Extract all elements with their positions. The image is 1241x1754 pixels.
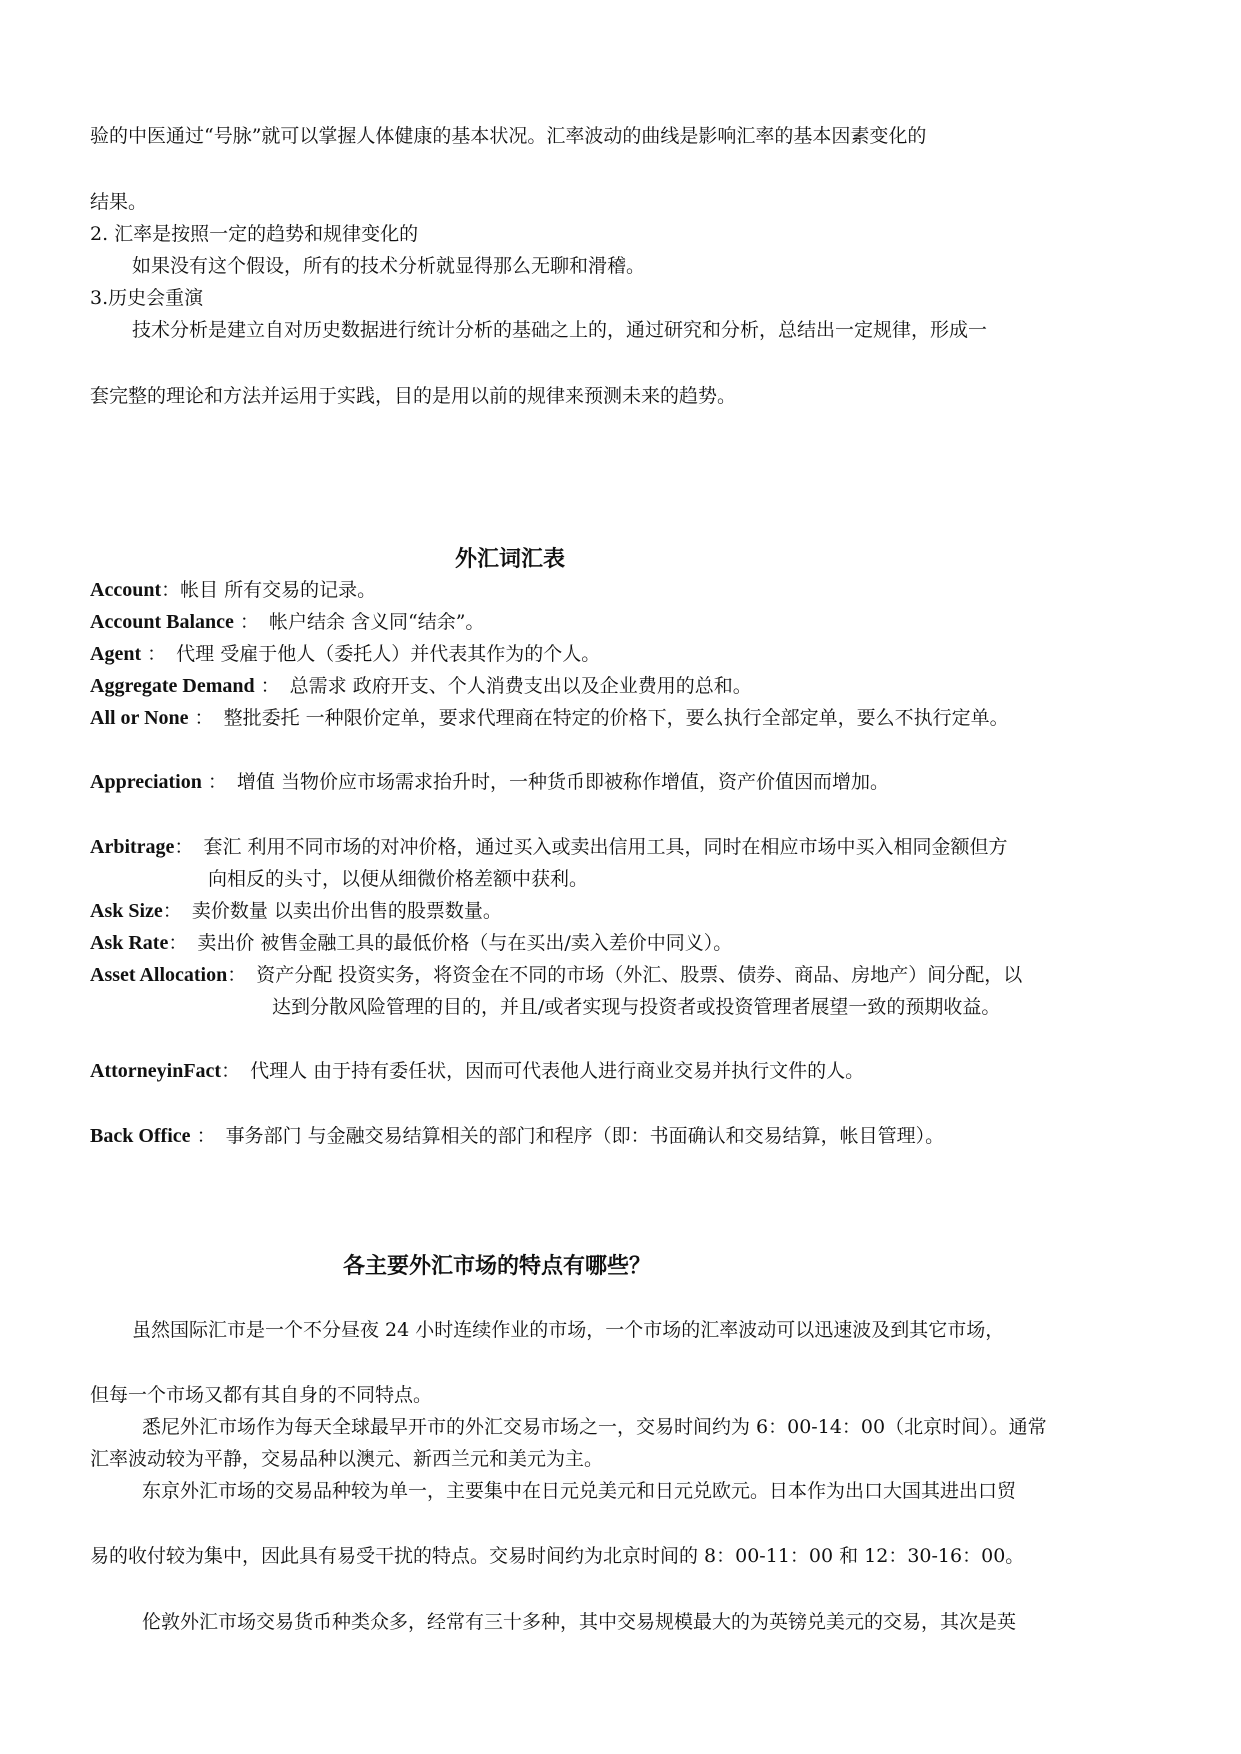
glossary-term: All or None xyxy=(90,707,189,729)
markets-p1-line-1: 虽然国际汇市是一个不分昼夜 24 小时连续作业的市场，一个市场的汇率波动可以迅速波及到其它市场， xyxy=(132,1319,1005,1341)
glossary-entry-back-office xyxy=(90,1124,944,1148)
markets-p2-line-1: 悉尼外汇市场作为每天全球最早开市的外汇交易市场之一，交易时间约为 6：00-14：00（北京时间）。通常 xyxy=(142,1416,1047,1438)
glossary-term: Account Balance xyxy=(90,611,234,633)
glossary-term: Appreciation xyxy=(90,771,202,793)
glossary-term: Account xyxy=(90,579,162,601)
glossary-definition: 整批委托 一种限价定单，要求代理商在特定的价格下，要么执行全部定单，要么不执行定单。 xyxy=(223,707,1009,729)
glossary-entry-appreciation xyxy=(90,770,889,794)
markets-title: 各主要外汇市场的特点有哪些？ xyxy=(343,1253,652,1279)
markets-p3-line-1: 东京外汇市场的交易品种较为单一，主要集中在日元兑美元和日元兑欧元。日本作为出口大国其进出口贸 xyxy=(142,1480,1017,1502)
markets-p1-line-2: 但每一个市场又都有其自身的不同特点。 xyxy=(90,1384,433,1406)
glossary-separator: ： xyxy=(174,836,194,858)
markets-p4-line-1: 伦敦外汇市场交易货币种类众多，经常有三十多种，其中交易规模最大的为英镑兑美元的交易，其次是英 xyxy=(142,1611,1017,1633)
glossary-term: Arbitrage xyxy=(90,836,175,858)
glossary-separator: ： xyxy=(190,1125,216,1147)
point-3-line-2: 套完整的理论和方法并运用于实践，目的是用以前的规律来预测未来的趋势。 xyxy=(90,385,737,407)
glossary-definition: 卖出价 被售金融工具的最低价格（与在买出/卖入差价中同义）。 xyxy=(197,932,733,954)
glossary-definition: 卖价数量 以卖出价出售的股票数量。 xyxy=(191,900,502,922)
glossary-term: Agent xyxy=(90,643,142,665)
glossary-definition: 总需求 政府开支、个人消费支出以及企业费用的总和。 xyxy=(289,675,752,697)
point-2-text: 如果没有这个假设，所有的技术分析就显得那么无聊和滑稽。 xyxy=(132,255,646,277)
glossary-term: Ask Size xyxy=(90,900,163,922)
glossary-term: Aggregate Demand xyxy=(90,675,255,697)
glossary-separator: ： xyxy=(161,579,181,601)
glossary-separator: ： xyxy=(201,771,227,793)
glossary-separator: ： xyxy=(162,900,182,922)
point-3-title: 3.历史会重演 xyxy=(90,287,204,309)
glossary-separator: ： xyxy=(254,675,280,697)
glossary-separator: ： xyxy=(233,611,259,633)
intro-line-1: 验的中医通过“号脉”就可以掌握人体健康的基本状况。汇率波动的曲线是影响汇率的基本因素变化的 xyxy=(90,125,927,147)
glossary-separator: ： xyxy=(141,643,167,665)
point-2-title: 2. 汇率是按照一定的趋势和规律变化的 xyxy=(90,223,419,245)
intro-line-2: 结果。 xyxy=(90,191,148,213)
glossary-definition: 代理人 由于持有委任状，因而可代表他人进行商业交易并执行文件的人。 xyxy=(250,1060,865,1082)
glossary-entry-account-balance xyxy=(90,610,484,634)
glossary-separator: ： xyxy=(221,1060,241,1082)
glossary-term: AttorneyinFact xyxy=(90,1060,222,1082)
glossary-separator: ： xyxy=(227,964,247,986)
glossary-entry-ask-rate xyxy=(90,931,732,955)
glossary-entry-arbitrage-cont: 向相反的头寸，以便从细微价格差额中获利。 xyxy=(208,868,589,890)
glossary-entry-aggregate-demand xyxy=(90,674,752,698)
glossary-separator: ： xyxy=(188,707,214,729)
markets-p3-line-2: 易的收付较为集中，因此具有易受干扰的特点。交易时间约为北京时间的 8：00-11：00 和 12：30-16：00。 xyxy=(90,1545,1025,1567)
glossary-entry-all-or-none xyxy=(90,706,1009,730)
glossary-entry-asset-allocation-cont: 达到分散风险管理的目的，并且/或者实现与投资者或投资管理者展望一致的预期收益。 xyxy=(272,996,1001,1018)
glossary-definition: 帐户结余 含义同“结余”。 xyxy=(268,611,485,633)
markets-p2-line-2: 汇率波动较为平静，交易品种以澳元、新西兰元和美元为主。 xyxy=(90,1448,604,1470)
glossary-entry-account xyxy=(90,578,376,602)
glossary-term: Asset Allocation xyxy=(90,964,228,986)
glossary-definition: 帐目 所有交易的记录。 xyxy=(180,579,377,601)
glossary-entry-agent xyxy=(90,642,600,666)
glossary-definition: 事务部门 与金融交易结算相关的部门和程序（即：书面确认和交易结算，帐目管理）。 xyxy=(225,1125,945,1147)
glossary-term: Ask Rate xyxy=(90,932,169,954)
glossary-entry-attorney-in-fact xyxy=(90,1059,864,1083)
glossary-entry-asset-allocation xyxy=(90,963,1022,987)
glossary-entry-arbitrage xyxy=(90,835,1007,859)
glossary-title: 外汇词汇表 xyxy=(455,546,566,572)
glossary-definition: 代理 受雇于他人（委托人）并代表其作为的个人。 xyxy=(176,643,601,665)
glossary-definition: 资产分配 投资实务，将资金在不同的市场（外汇、股票、债券、商品、房地产）间分配，以 xyxy=(256,964,1023,986)
glossary-entry-ask-size xyxy=(90,899,502,923)
glossary-term: Back Office xyxy=(90,1125,191,1147)
glossary-definition: 增值 当物价应市场需求抬升时，一种货币即被称作增值，资产价值因而增加。 xyxy=(236,771,889,793)
glossary-definition: 套汇 利用不同市场的对冲价格，通过买入或卖出信用工具，同时在相应市场中买入相同金额但方 xyxy=(203,836,1008,858)
point-3-line-1: 技术分析是建立自对历史数据进行统计分析的基础之上的，通过研究和分析，总结出一定规律，形成一 xyxy=(132,319,988,341)
glossary-separator: ： xyxy=(168,932,188,954)
